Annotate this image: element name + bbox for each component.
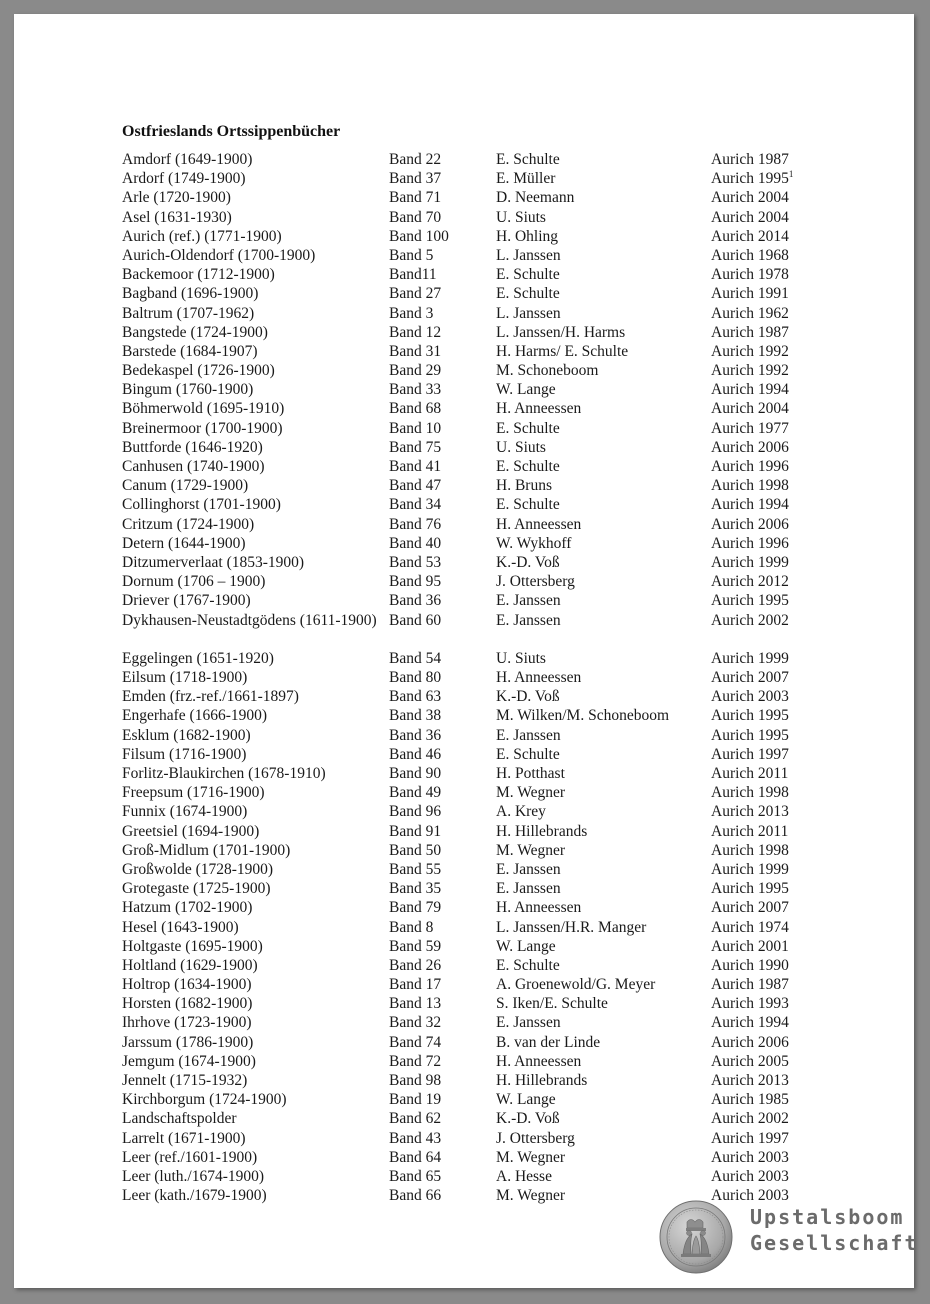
entry-place: Horsten (1682-1900) — [122, 995, 253, 1013]
entry-band: Band 41 — [389, 458, 442, 475]
entry-place: Freepsum (1716-1900) — [122, 784, 265, 802]
entry-author: J. Ottersberg — [496, 1129, 575, 1147]
entry-publication: Aurich 1994 — [711, 1014, 789, 1032]
entry-place: Bingum (1760-1900) — [122, 381, 254, 399]
entry-band: Band 96 — [389, 803, 442, 821]
entry-band: Band 76 — [389, 515, 442, 533]
entry-place: Arle (1720-1900) — [122, 189, 231, 207]
list-item — [14, 841, 914, 860]
entry-publication: Aurich 2001 — [711, 937, 789, 955]
list-item — [14, 879, 914, 898]
entry-author: L. Janssen/H.R. Manger — [496, 918, 647, 936]
entry-place: Bangstede (1724-1900) — [122, 323, 268, 341]
entry-author: E. Schulte — [496, 956, 560, 974]
entry-band: Band 12 — [389, 323, 442, 341]
entry-place: Landschaftspolder — [122, 1110, 237, 1128]
entry-author: H. Potthast — [496, 765, 565, 783]
entry-publication: Aurich 2014 — [711, 227, 789, 245]
entry-place: Dornum (1706 – 1900) — [122, 573, 266, 591]
entry-place: Groß-Midlum (1701-1900) — [122, 841, 291, 859]
entry-list — [14, 150, 914, 1205]
list-item — [14, 169, 914, 188]
entry-publication: Aurich 2007 — [711, 899, 789, 917]
entry-publication: Aurich 2003 — [711, 1167, 789, 1185]
entry-publication: Aurich 2011 — [711, 765, 789, 783]
entry-place: Holtgaste (1695-1900) — [122, 937, 263, 955]
document-page — [14, 14, 919, 1288]
entry-place: Böhmerwold (1695-1910) — [122, 400, 285, 418]
list-item — [14, 1033, 914, 1052]
entry-author: H. Anneessen — [496, 1052, 582, 1070]
entry-band: Band 80 — [389, 669, 442, 687]
entry-publication: Aurich 1995 — [711, 880, 789, 898]
entry-place: Ardorf (1749-1900) — [122, 170, 246, 188]
entry-author: A. Groenewold/G. Meyer — [496, 976, 656, 994]
entry-place: Holtrop (1634-1900) — [122, 976, 252, 994]
entry-author: S. Iken/E. Schulte — [496, 995, 608, 1013]
entry-band: Band 95 — [389, 573, 442, 591]
entry-author: M. Wilken/M. Schoneboom — [496, 707, 670, 725]
entry-band: Band 31 — [389, 342, 442, 360]
entry-band: Band 34 — [389, 496, 442, 514]
list-item — [14, 515, 914, 534]
entry-band: Band 59 — [389, 937, 442, 955]
entry-place: Jemgum (1674-1900) — [122, 1052, 256, 1070]
entry-place: Larrelt (1671-1900) — [122, 1129, 246, 1147]
entry-band: Band 40 — [389, 534, 442, 552]
entry-place: Eggelingen (1651-1920) — [122, 649, 274, 667]
entry-band: Band 68 — [389, 400, 442, 418]
entry-publication: Aurich 1999 — [711, 649, 789, 667]
entry-author: E. Schulte — [496, 419, 560, 437]
entry-author: J. Ottersberg — [496, 573, 575, 591]
entry-publication: Aurich 1974 — [711, 918, 789, 936]
list-item — [14, 438, 914, 457]
entry-band: Band 27 — [389, 285, 442, 303]
entry-band: Band 26 — [389, 956, 442, 974]
entry-author: K.-D. Voß — [496, 553, 560, 571]
entry-author: E. Schulte — [496, 496, 560, 514]
entry-author: H. Hillebrands — [496, 822, 588, 840]
entry-band: Band 74 — [389, 1033, 442, 1051]
entry-place: Leer (ref./1601-1900) — [122, 1148, 258, 1166]
entry-band: Band 72 — [389, 1052, 442, 1070]
entry-author: W. Lange — [496, 381, 556, 399]
logo-line-1: Upstalsboom — [750, 1205, 905, 1229]
list-item — [14, 188, 914, 207]
seal-icon — [659, 1200, 733, 1274]
entry-band: Band 10 — [389, 419, 442, 437]
entry-publication: Aurich 2007 — [711, 669, 789, 687]
entry-band: Band 8 — [389, 918, 434, 936]
list-item — [14, 457, 914, 476]
entry-band: Band 17 — [389, 976, 442, 994]
entry-author: E. Janssen — [496, 726, 561, 744]
list-item — [14, 150, 914, 169]
entry-author: L. Janssen/H. Harms — [496, 323, 626, 341]
entry-place: Leer (kath./1679-1900) — [122, 1187, 267, 1205]
entry-place: Bedekaspel (1726-1900) — [122, 362, 275, 380]
entry-author: H. Anneessen — [496, 899, 582, 917]
entry-band: Band 100 — [389, 227, 449, 245]
entry-publication: Aurich 1985 — [711, 1091, 789, 1109]
entry-place: Greetsiel (1694-1900) — [122, 822, 260, 840]
entry-publication: Aurich 1991 — [711, 285, 789, 303]
entry-publication: Aurich 2004 — [711, 400, 789, 418]
list-item — [14, 476, 914, 495]
entry-author: A. Krey — [496, 803, 546, 821]
list-item — [14, 265, 914, 284]
entry-band: Band 64 — [389, 1148, 442, 1166]
entry-author: H. Bruns — [496, 477, 552, 495]
entry-author: H. Ohling — [496, 227, 558, 245]
entry-band: Band 5 — [389, 246, 434, 264]
entry-author: W. Lange — [496, 937, 556, 955]
entry-author: E. Schulte — [496, 266, 560, 284]
entry-place: Esklum (1682-1900) — [122, 726, 251, 744]
entry-place: Ditzumerverlaat (1853-1900) — [122, 553, 305, 571]
entry-place: Filsum (1716-1900) — [122, 745, 247, 763]
entry-publication: Aurich 1977 — [711, 419, 789, 437]
entry-publication: Aurich 2004 — [711, 189, 789, 207]
list-item — [14, 1013, 914, 1032]
entry-publication: Aurich 1994 — [711, 381, 789, 399]
entry-publication: Aurich 1987 — [711, 323, 789, 341]
entry-author: E. Janssen — [496, 611, 561, 629]
entry-place: Funnix (1674-1900) — [122, 803, 248, 821]
list-item — [14, 208, 914, 227]
entry-author: M. Wegner — [496, 1148, 566, 1166]
list-item — [14, 380, 914, 399]
entry-band: Band 63 — [389, 688, 442, 706]
entry-publication: Aurich 1987 — [711, 151, 789, 168]
list-item — [14, 668, 914, 687]
entry-author: U. Siuts — [496, 438, 546, 456]
entry-publication: Aurich 1992 — [711, 342, 789, 360]
entry-publication: Aurich 1987 — [711, 976, 789, 994]
list-item — [14, 1052, 914, 1071]
list-item — [14, 1090, 914, 1109]
entry-author: L. Janssen — [496, 246, 561, 264]
entry-band: Band 32 — [389, 1014, 442, 1032]
entry-place: Amdorf (1649-1900) — [122, 151, 253, 168]
entry-place: Driever (1767-1900) — [122, 592, 251, 610]
list-item — [14, 399, 914, 418]
list-item — [14, 745, 914, 764]
entry-author: E. Janssen — [496, 592, 561, 610]
entry-author: M. Wegner — [496, 784, 566, 802]
entry-publication: Aurich 1996 — [711, 534, 789, 552]
list-item — [14, 726, 914, 745]
entry-band: Band 65 — [389, 1167, 442, 1185]
entry-band: Band 36 — [389, 592, 442, 610]
entry-place: Asel (1631-1930) — [122, 208, 232, 226]
entry-place: Barstede (1684-1907) — [122, 342, 258, 360]
entry-publication: Aurich 1968 — [711, 246, 789, 264]
list-item — [14, 764, 914, 783]
entry-publication: Aurich 2013 — [711, 1072, 789, 1090]
entry-author: M. Wegner — [496, 841, 566, 859]
entry-place: Grotegaste (1725-1900) — [122, 880, 271, 898]
list-item — [14, 361, 914, 380]
entry-publication: Aurich 2005 — [711, 1052, 789, 1070]
entry-place: Dykhausen-Neustadtgödens (1611-1900) — [122, 611, 377, 629]
entry-band: Band 38 — [389, 707, 442, 725]
entry-band: Band 13 — [389, 995, 442, 1013]
list-item — [14, 284, 914, 303]
list-item — [14, 994, 914, 1013]
entry-publication: Aurich 2002 — [711, 1110, 789, 1128]
list-item — [14, 706, 914, 725]
list-item — [14, 591, 914, 610]
entry-publication: Aurich 2012 — [711, 573, 789, 591]
entry-publication: Aurich 1998 — [711, 477, 789, 495]
entry-place: Aurich-Oldendorf (1700-1900) — [122, 246, 316, 264]
entry-publication: Aurich 1998 — [711, 784, 789, 802]
entry-place: Großwolde (1728-1900) — [122, 860, 274, 878]
entry-publication: Aurich 1992 — [711, 362, 789, 380]
entry-place: Engerhafe (1666-1900) — [122, 707, 268, 725]
entry-band: Band 3 — [389, 304, 434, 322]
entry-band: Band 54 — [389, 649, 442, 667]
entry-place: Emden (frz.-ref./1661-1897) — [122, 688, 299, 706]
entry-author: L. Janssen — [496, 304, 561, 322]
entry-band: Band 35 — [389, 880, 442, 898]
entry-author: M. Schoneboom — [496, 362, 599, 380]
entry-author: E. Schulte — [496, 745, 560, 763]
entry-band: Band 33 — [389, 381, 442, 399]
entry-band: Band 60 — [389, 611, 442, 629]
entry-band: Band 75 — [389, 438, 442, 456]
society-logo — [659, 1200, 919, 1278]
entry-publication: Aurich 1999 — [711, 860, 789, 878]
entry-author: U. Siuts — [496, 208, 546, 226]
entry-band: Band 37 — [389, 170, 442, 188]
entry-author: A. Hesse — [496, 1167, 552, 1185]
entry-author: K.-D. Voß — [496, 688, 560, 706]
entry-publication: Aurich 2002 — [711, 611, 789, 629]
list-item — [14, 860, 914, 879]
list-item — [14, 802, 914, 821]
entry-band: Band 98 — [389, 1072, 442, 1090]
entry-author: D. Neemann — [496, 189, 575, 207]
entry-publication: Aurich 2011 — [711, 822, 789, 840]
entry-author: E. Schulte — [496, 285, 560, 303]
entry-author: E. Müller — [496, 170, 556, 188]
list-item — [14, 572, 914, 591]
entry-publication: Aurich 1995 — [711, 707, 789, 725]
entry-band: Band 91 — [389, 822, 442, 840]
entry-publication: Aurich 1999 — [711, 553, 789, 571]
entry-publication: Aurich 2013 — [711, 803, 789, 821]
list-item — [14, 649, 914, 668]
list-item — [14, 918, 914, 937]
entry-band: Band 62 — [389, 1110, 442, 1128]
entry-author: H. Harms/ E. Schulte — [496, 342, 629, 360]
entry-publication: Aurich 1993 — [711, 995, 789, 1013]
list-item — [14, 419, 914, 438]
entry-band: Band11 — [389, 266, 437, 284]
list-item — [14, 1167, 914, 1186]
list-item — [14, 822, 914, 841]
entry-band: Band 49 — [389, 784, 442, 802]
entry-place: Bagband (1696-1900) — [122, 285, 259, 303]
entry-publication: Aurich 1997 — [711, 745, 789, 763]
list-item — [14, 937, 914, 956]
entry-publication: Aurich 2006 — [711, 515, 789, 533]
entry-place: Hatzum (1702-1900) — [122, 899, 253, 917]
footnote-marker: 1 — [788, 169, 794, 180]
list-item — [14, 553, 914, 572]
list-item — [14, 246, 914, 265]
entry-band: Band 36 — [389, 726, 442, 744]
entry-publication: Aurich 1995 — [711, 726, 789, 744]
entry-publication: Aurich 1998 — [711, 841, 789, 859]
entry-band: Band 46 — [389, 745, 442, 763]
entry-band: Band 50 — [389, 841, 442, 859]
entry-publication: Aurich 1995 — [711, 592, 789, 610]
entry-place: Canhusen (1740-1900) — [122, 458, 265, 475]
list-item — [14, 898, 914, 917]
entry-place: Breinermoor (1700-1900) — [122, 419, 283, 437]
entry-publication: Aurich 2004 — [711, 208, 789, 226]
list-item — [14, 975, 914, 994]
entry-place: Jarssum (1786-1900) — [122, 1033, 254, 1051]
entry-place: Eilsum (1718-1900) — [122, 669, 248, 687]
entry-author: B. van der Linde — [496, 1033, 601, 1051]
entry-band: Band 79 — [389, 899, 442, 917]
entry-place: Jennelt (1715-1932) — [122, 1072, 248, 1090]
entry-author: E. Schulte — [496, 151, 560, 168]
entry-place: Aurich (ref.) (1771-1900) — [122, 227, 282, 245]
entry-publication: Aurich 1996 — [711, 458, 789, 475]
entry-band: Band 66 — [389, 1187, 442, 1205]
entry-publication: Aurich 1995$^1$ — [711, 169, 794, 188]
entry-author: E. Janssen — [496, 880, 561, 898]
entry-band: Band 55 — [389, 860, 442, 878]
entry-publication: Aurich 2003 — [711, 1148, 789, 1166]
entry-place: Baltrum (1707-1962) — [122, 304, 255, 322]
entry-place: Collinghorst (1701-1900) — [122, 496, 281, 514]
entry-place: Canum (1729-1900) — [122, 477, 249, 495]
list-item — [14, 1129, 914, 1148]
entry-publication: Aurich 1978 — [711, 266, 789, 284]
list-item — [14, 227, 914, 246]
entry-place: Leer (luth./1674-1900) — [122, 1167, 265, 1185]
entry-place: Buttforde (1646-1920) — [122, 438, 263, 456]
entry-publication: Aurich 1997 — [711, 1129, 789, 1147]
entry-band: Band 19 — [389, 1091, 442, 1109]
list-item — [14, 956, 914, 975]
entry-publication: Aurich 2006 — [711, 438, 789, 456]
entry-publication: Aurich 2006 — [711, 1033, 789, 1051]
entry-place: Critzum (1724-1900) — [122, 515, 255, 533]
entry-place: Forlitz-Blaukirchen (1678-1910) — [122, 765, 326, 783]
list-item — [14, 1148, 914, 1167]
entry-author: W. Wykhoff — [496, 534, 572, 552]
list-item — [14, 611, 914, 649]
entry-place: Ihrhove (1723-1900) — [122, 1014, 252, 1032]
logo-line-2: Gesellschaft — [750, 1231, 919, 1255]
list-item — [14, 495, 914, 514]
entry-author: W. Lange — [496, 1091, 556, 1109]
list-item — [14, 342, 914, 361]
entry-author: H. Hillebrands — [496, 1072, 588, 1090]
logo-wordmark — [750, 1204, 919, 1256]
list-item — [14, 304, 914, 323]
entry-band: Band 70 — [389, 208, 442, 226]
list-item — [14, 783, 914, 802]
entry-place: Hesel (1643-1900) — [122, 918, 239, 936]
entry-publication: Aurich 1994 — [711, 496, 789, 514]
entry-band: Band 29 — [389, 362, 442, 380]
list-item — [14, 1109, 914, 1128]
entry-place: Kirchborgum (1724-1900) — [122, 1091, 287, 1109]
entry-band: Band 53 — [389, 553, 442, 571]
entry-author: K.-D. Voß — [496, 1110, 560, 1128]
entry-author: U. Siuts — [496, 649, 546, 667]
list-item — [14, 323, 914, 342]
document-title: Ostfrieslands Ortssippenbücher — [122, 123, 341, 140]
entry-band: Band 43 — [389, 1129, 442, 1147]
entry-author: H. Anneessen — [496, 669, 582, 687]
entry-publication: Aurich 1990 — [711, 956, 789, 974]
entry-publication: Aurich 1962 — [711, 304, 789, 322]
entry-place: Backemoor (1712-1900) — [122, 266, 275, 284]
entry-publication: Aurich 2003 — [711, 1187, 789, 1205]
entry-author: E. Schulte — [496, 458, 560, 475]
entry-author: E. Janssen — [496, 1014, 561, 1032]
entry-author: M. Wegner — [496, 1187, 566, 1205]
entry-band: Band 90 — [389, 765, 442, 783]
entry-place: Holtland (1629-1900) — [122, 956, 258, 974]
entry-publication: Aurich 2003 — [711, 688, 789, 706]
entry-band: Band 47 — [389, 477, 442, 495]
entry-band: Band 22 — [389, 151, 442, 168]
entry-author: H. Anneessen — [496, 515, 582, 533]
entry-band: Band 71 — [389, 189, 442, 207]
list-item — [14, 534, 914, 553]
entry-place: Detern (1644-1900) — [122, 534, 246, 552]
list-item — [14, 687, 914, 706]
entry-author: H. Anneessen — [496, 400, 582, 418]
entry-author: E. Janssen — [496, 860, 561, 878]
list-item — [14, 1071, 914, 1090]
